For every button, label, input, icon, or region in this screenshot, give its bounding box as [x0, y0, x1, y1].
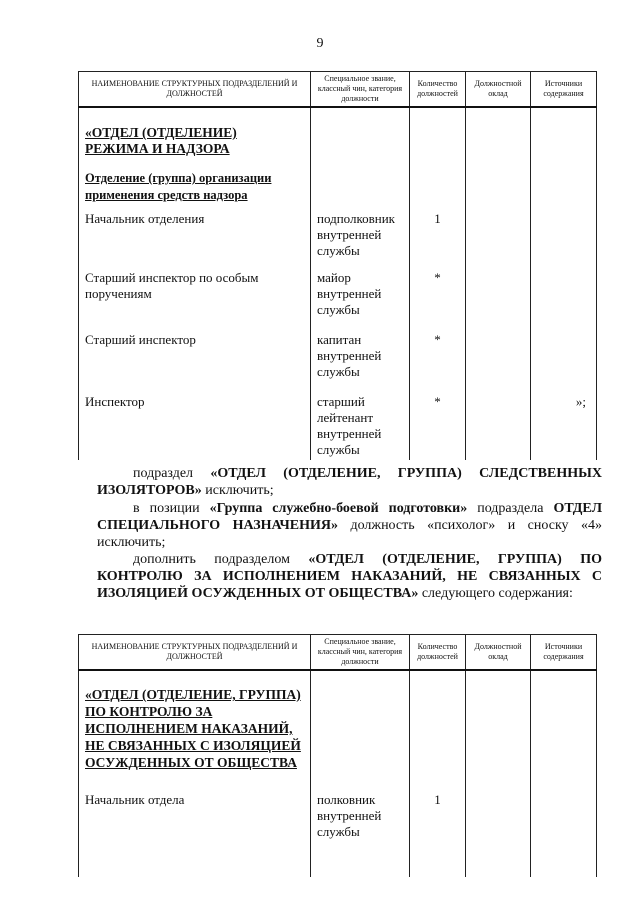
- subsection-title: Отделение (группа) организации применения средств надзора: [85, 171, 272, 202]
- section-title: «ОТДЕЛ (ОТДЕЛЕНИЕ) РЕЖИМА И НАДЗОРА: [85, 125, 237, 156]
- table-header: [79, 635, 597, 671]
- table-row: [79, 792, 597, 877]
- rank-cell: полковник внутренней службы: [311, 792, 410, 877]
- header-salary: Должностной оклад: [466, 72, 531, 108]
- count-cell: 1: [410, 792, 466, 877]
- table-header: [79, 72, 597, 108]
- source-cell: [531, 270, 597, 332]
- header-count: Количество должностей: [410, 635, 466, 671]
- table-row: [79, 670, 597, 792]
- rank-cell: подполковник внутренней службы: [311, 211, 410, 270]
- table-row: [79, 107, 597, 211]
- position-cell: Инспектор: [79, 394, 311, 460]
- count-cell: *: [410, 394, 466, 460]
- header-units: НАИМЕНОВАНИЕ СТРУКТУРНЫХ ПОДРАЗДЕЛЕНИЙ И ДОЛЖНОСТЕЙ: [79, 72, 311, 108]
- header-count: Количество должностей: [410, 72, 466, 108]
- header-rank: Специальное звание, классный чин, категория должности: [311, 635, 410, 671]
- position-cell: Начальник отдела: [79, 792, 311, 877]
- count-cell: 1: [410, 211, 466, 270]
- rank-cell: майор внутренней службы: [311, 270, 410, 332]
- header-source: Источники содержания: [531, 72, 597, 108]
- source-cell: »;: [531, 394, 597, 460]
- page-number: 9: [316, 36, 324, 51]
- rank-cell: капитан внутренней службы: [311, 332, 410, 394]
- count-cell: *: [410, 270, 466, 332]
- table-row: [79, 270, 597, 332]
- header-source: Источники содержания: [531, 635, 597, 671]
- position-cell: Старший инспектор по особым поручениям: [79, 270, 311, 332]
- header-salary: Должностной оклад: [466, 635, 531, 671]
- header-units: НАИМЕНОВАНИЕ СТРУКТУРНЫХ ПОДРАЗДЕЛЕНИЙ И ДОЛЖНОСТЕЙ: [79, 635, 311, 671]
- position-cell: Старший инспектор: [79, 332, 311, 394]
- source-cell: [531, 332, 597, 394]
- count-cell: *: [410, 332, 466, 394]
- rank-cell: старший лейтенант внутренней службы: [311, 394, 410, 460]
- paragraph-remove-psychologist: в позиции «Группа служебно-боевой подготовки» подраздела ОТДЕЛ СПЕЦИАЛЬНОГО НАЗНАЧЕНИЯ» должность «психолог» и сноску «4» исключить;: [97, 501, 603, 550]
- table-row: [79, 211, 597, 270]
- header-rank: Специальное звание, классный чин, категория должности: [311, 72, 410, 108]
- section-title: «ОТДЕЛ (ОТДЕЛЕНИЕ, ГРУППА) ПО КОНТРОЛЮ ЗА ИСПОЛНЕНИЕМ НАКАЗАНИЙ, НЕ СВЯЗАННЫХ С ИЗОЛЯЦИЕЙ ОСУЖДЕННЫХ ОТ ОБЩЕСТВА: [85, 687, 301, 770]
- table-row: [79, 332, 597, 394]
- source-cell: [531, 211, 597, 270]
- paragraph-remove-subsection: подраздел «ОТДЕЛ (ОТДЕЛЕНИЕ, ГРУППА) СЛЕДСТВЕННЫХ ИЗОЛЯТОРОВ» исключить;: [97, 466, 602, 498]
- staff-table-probation: [78, 634, 597, 877]
- paragraph-add-subsection: дополнить подразделом «ОТДЕЛ (ОТДЕЛЕНИЕ, ГРУППА) ПО КОНТРОЛЮ ЗА ИСПОЛНЕНИЕМ НАКАЗАНИЙ, НЕ СВЯЗАННЫХ С ИЗОЛЯЦИЕЙ ОСУЖДЕННЫХ ОТ ОБЩЕСТВА» следующего содержания:: [97, 552, 603, 601]
- position-cell: Начальник отделения: [79, 211, 311, 270]
- table-row: [79, 394, 597, 460]
- staff-table-regime: [78, 71, 597, 460]
